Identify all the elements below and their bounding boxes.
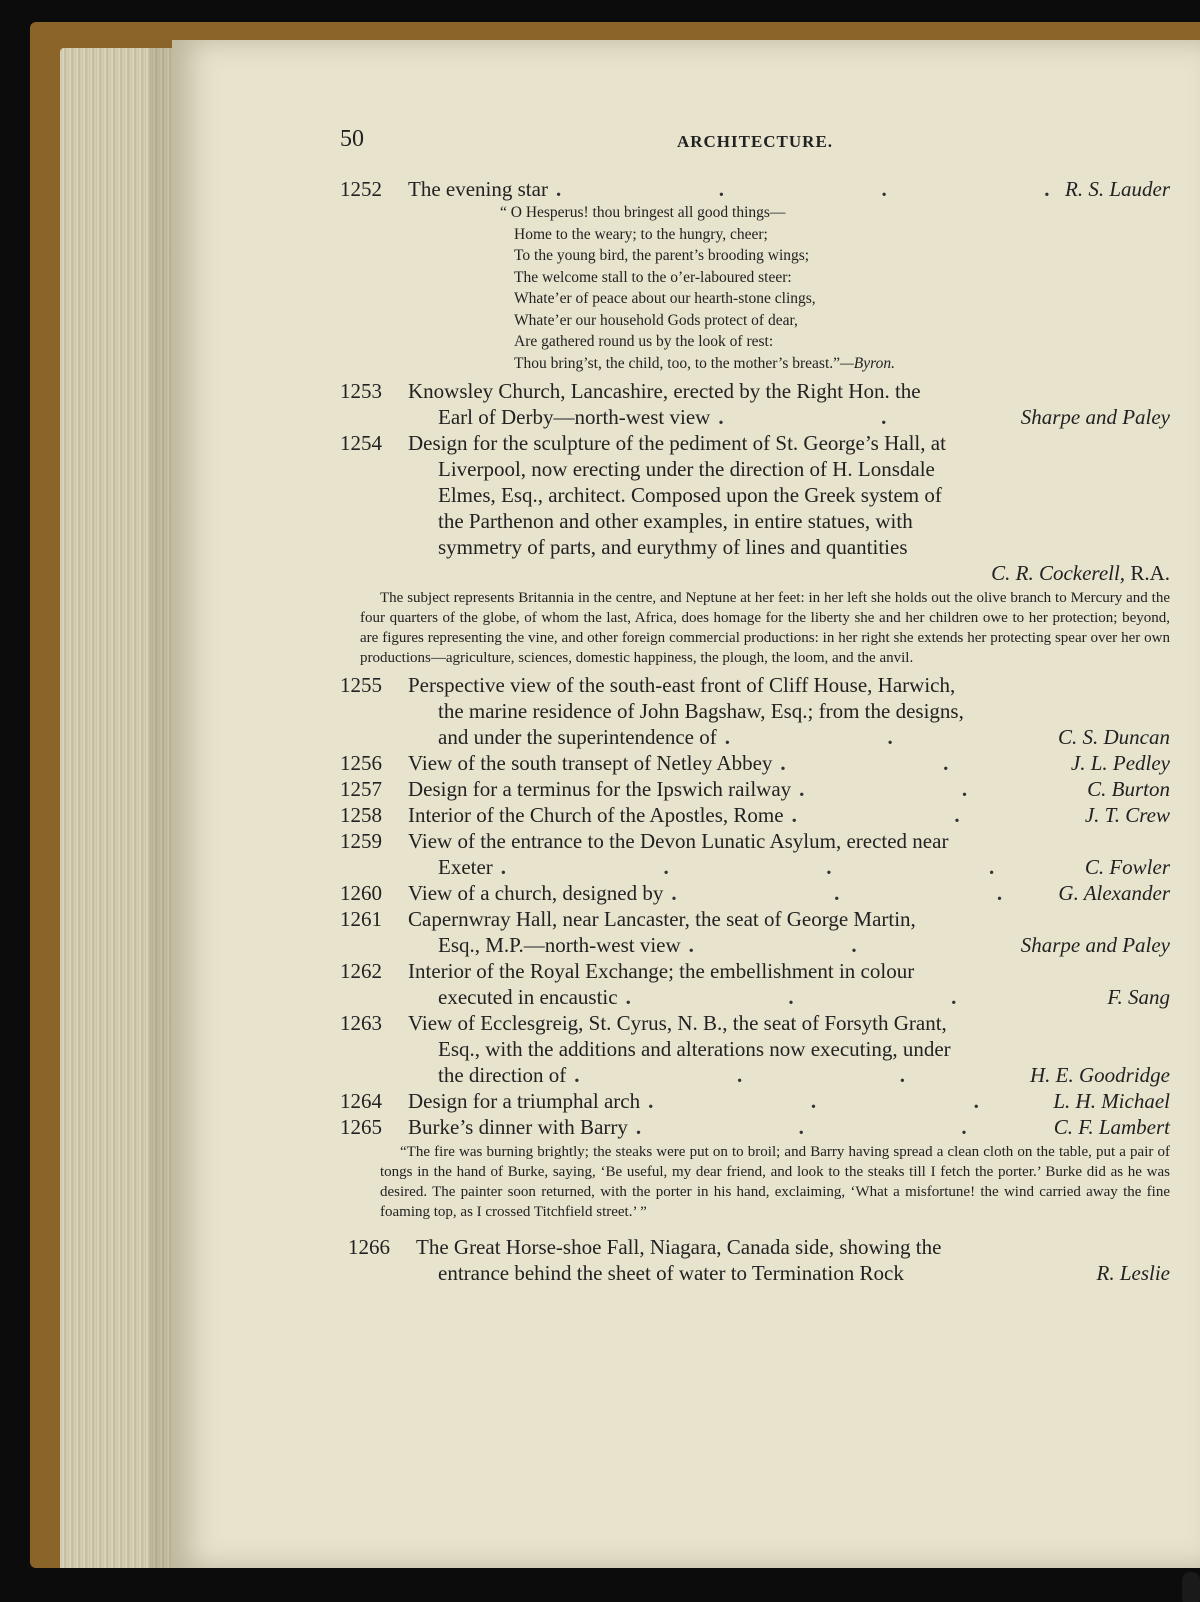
section-title: ARCHITECTURE. [676,132,834,151]
catalogue-entry [340,1010,1170,1088]
entry-artist: R. S. Lauder [1065,177,1170,201]
note-paragraph: The subject represents Britannia in the centre, and Neptune at her feet: in her left she holds out the olive branch to Mercury and the four quarters of the globe, of whom the last, Africa, does homage for the liberty she and her children owe to her protection; beyond, are figures representing the vine, and other foreign commercial productions: in her right she extends her protecting spear over her own productions—agriculture, sciences, domestic happiness, the plough, the loom, and the anvil. [360,590,1170,666]
dot-leader [556,176,1057,202]
entry-number: 1253 [340,379,382,403]
poem-line: Home to the weary; to the hungry, cheer; [514,225,768,243]
entry-title-line: Perspective view of the south-east front of Cliff House, Harwich, [408,673,956,697]
entry-artist: J. L. Pedley [1070,751,1170,775]
entry-title-line: Exeter [438,855,493,879]
entry-number: 1255 [340,673,382,697]
dot-leader [725,724,1050,750]
entry-number: 1258 [340,803,382,827]
entry-number: 1252 [340,177,382,201]
poem-line: To the young bird, the parent’s brooding wings; [514,247,810,264]
entry-title-line: View of a church, designed by [408,881,664,905]
entry-title-line: entrance behind the sheet of water to Termination Rock [438,1261,904,1285]
entry-title-line: Interior of the Royal Exchange; the embellishment in colour [408,959,915,983]
entry-title-line: and under the superintendence of [438,725,717,749]
poem-line: Whate’er our household Gods protect of dear, [514,311,798,329]
entry-number: 1265 [340,1115,382,1139]
dot-leader [501,854,1077,880]
dot-leader [626,984,1100,1010]
catalogue-entry [340,906,1170,958]
entry-artist: J. T. Crew [1084,803,1170,827]
dot-leader [689,932,1013,958]
dot-leader [780,750,1062,776]
poem-line: Are gathered round us by the look of rest: [514,333,774,350]
catalogue-entry [340,176,1170,374]
entry-title-line: Liverpool, now erecting under the direction of H. Lonsdale [438,457,935,481]
entry-title-line: symmetry of parts, and eurythmy of lines and quantities [438,535,908,559]
poem-quote [500,202,1170,374]
poem-line: Whate’er of peace about our hearth-stone clings, [514,290,816,307]
entry-artist-suffix: R.A. [1130,561,1170,585]
catalogue-entry [340,802,1170,828]
entry-note [380,1142,1170,1222]
entry-note [360,588,1170,668]
entry-artist: Sharpe and Paley [1020,405,1170,429]
entry-artist: L. H. Michael [1053,1089,1170,1113]
dot-leader [718,404,1012,430]
entry-title-line: View of Ecclesgreig, St. Cyrus, N. B., the seat of Forsyth Grant, [408,1011,947,1035]
entry-title-line: the direction of [438,1063,567,1087]
entry-number: 1260 [340,881,382,905]
entry-title-line: Earl of Derby—north-west view [438,405,711,429]
entry-number: 1266 [348,1235,390,1259]
page-number: 50 [340,126,364,152]
catalogue-entry [340,378,1170,430]
entry-title-line: The Great Horse-shoe Fall, Niagara, Canada side, showing the [416,1235,942,1259]
entry-title-line: Design for the sculpture of the pediment of St. George’s Hall, at [408,431,946,455]
entry-number: 1261 [340,907,382,931]
entry-number: 1256 [340,751,382,775]
catalogue-entry [340,430,1170,668]
running-head [340,126,1170,156]
entry-artist: C. Burton [1087,777,1170,801]
catalogue-entry [340,750,1170,776]
dot-leader [636,1114,1046,1140]
entry-artist: C. F. Lambert [1053,1115,1170,1139]
dot-leader [574,1062,1022,1088]
dot-leader [799,776,1079,802]
entry-title-line: Esq., M.P.—north-west view [438,933,681,957]
entry-artist: C. Fowler [1084,855,1170,879]
dot-leader [671,880,1050,906]
entry-title-line: executed in encaustic [438,985,618,1009]
entry-number: 1263 [340,1011,382,1035]
book-page [172,40,1200,1568]
catalogue-entry [340,958,1170,1010]
catalogue-entry [340,1234,1170,1286]
poem-attribution: —Byron. [840,354,895,372]
catalogue-entry [340,880,1170,906]
catalogue-entries [340,176,1170,1286]
poem-line: Thou bring’st, the child, too, to the mother’s breast.” [514,354,841,372]
entry-title-line: Knowsley Church, Lancashire, erected by the Right Hon. the [408,379,921,403]
catalogue-entry [340,828,1170,880]
entry-title-line: Esq., with the additions and alterations now executing, under [438,1037,951,1061]
entry-title-line: Capernwray Hall, near Lancaster, the seat of George Martin, [408,907,916,931]
ink-blot [1182,1572,1200,1602]
entry-artist: R. Leslie [1096,1261,1170,1285]
note-paragraph: “The fire was burning brightly; the steaks were put on to broil; and Barry having spread a clean cloth on the table, put a pair of tongs in the hand of Burke, saying, ‘Be useful, my dear friend, and look to the steaks till I fetch the porter.’ Burke did as he was desired. The painter soon returned, with the porter in his hand, exclaiming, ‘What a misfortune! the wind carried away the fine foaming top, as I crossed Titchfield street.’ ” [380,1144,1170,1220]
entry-title-line: The evening star [408,177,548,201]
entry-title-line: View of the entrance to the Devon Lunatic Asylum, erected near [408,829,949,853]
entry-number: 1264 [340,1089,382,1113]
entry-number: 1257 [340,777,382,801]
catalogue-entry [340,672,1170,750]
entry-artist: C. R. Cockerell, [991,561,1126,585]
entry-artist: F. Sang [1107,985,1170,1009]
entry-title-line: View of the south transept of Netley Abbey [408,751,773,775]
entry-title-line: the marine residence of John Bagshaw, Esq.; from the designs, [438,699,964,723]
poem-line: The welcome stall to the o’er-laboured steer: [514,268,792,286]
entry-artist: C. S. Duncan [1058,725,1170,749]
entry-number: 1259 [340,829,382,853]
entry-title-line: Design for a triumphal arch [408,1089,641,1113]
dot-leader [792,802,1077,828]
entry-number: 1262 [340,959,382,983]
catalogue-entry [340,1114,1170,1222]
entry-title-line: the Parthenon and other examples, in entire statues, with [438,509,913,533]
entry-title-line: Elmes, Esq., architect. Composed upon the Greek system of [438,483,942,507]
entry-number: 1254 [340,431,382,455]
entry-artist: H. E. Goodridge [1030,1063,1170,1087]
entry-title-line: Design for a terminus for the Ipswich railway [408,777,792,801]
entry-title-line: Interior of the Church of the Apostles, Rome [408,803,784,827]
poem-line: “ O Hesperus! thou bringest all good things— [500,204,786,221]
catalogue-entry [340,776,1170,802]
entry-artist: Sharpe and Paley [1020,933,1170,957]
entry-artist: G. Alexander [1058,881,1170,905]
dot-leader [648,1088,1045,1114]
entry-title-line: Burke’s dinner with Barry [408,1115,628,1139]
catalogue-entry [340,1088,1170,1114]
